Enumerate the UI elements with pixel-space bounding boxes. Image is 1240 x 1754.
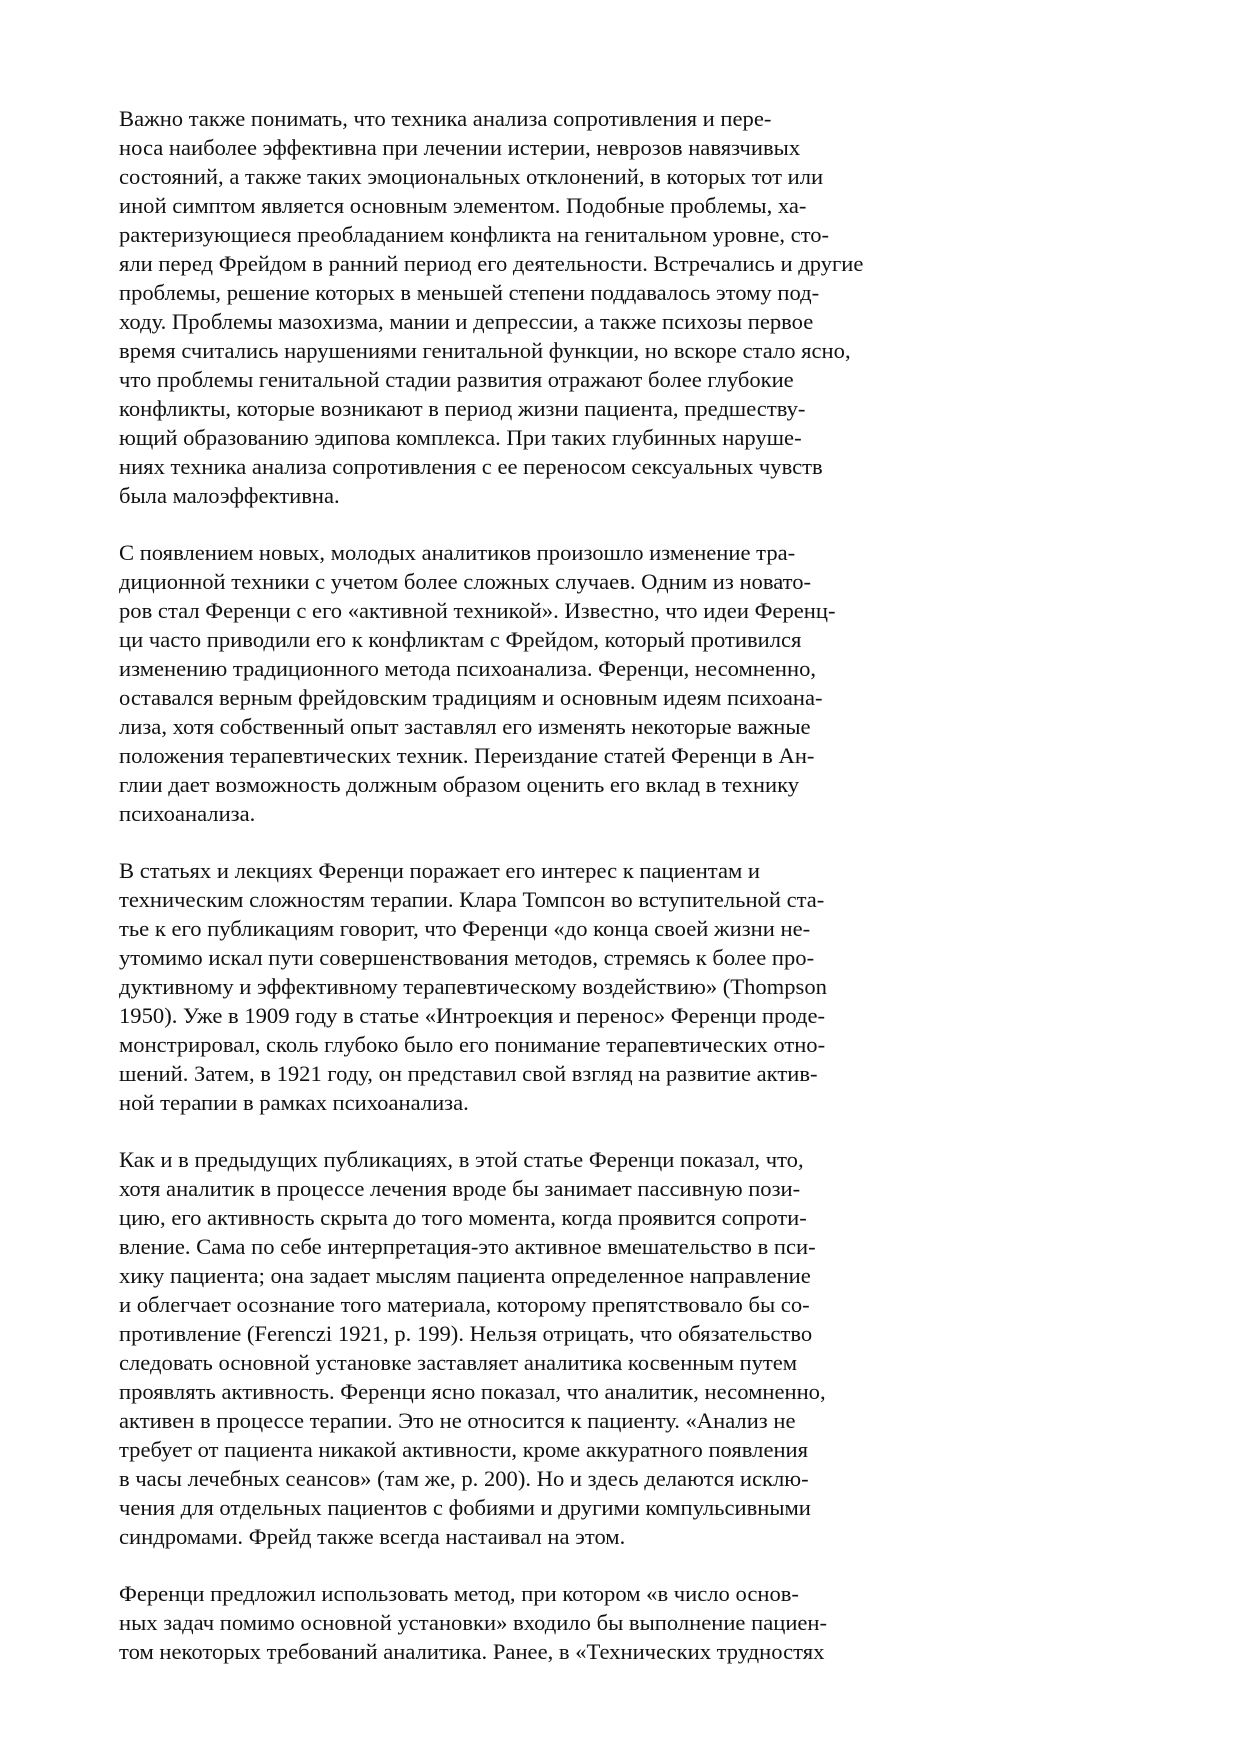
text-line: глии дает возможность должным образом оценить его вклад в технику [119,772,800,797]
text-line: носа наиболее эффективна при лечении истерии, неврозов навязчивых [119,135,801,160]
text-line: психоанализа. [119,801,256,826]
text-line: в часы лечебных сеансов» (там же, р. 200). Но и здесь делаются исклю- [119,1466,809,1491]
text-line: утомимо искал пути совершенствования методов, стремясь к более про- [119,945,815,970]
text-line: синдромами. Фрейд также всегда настаивал на этом. [119,1524,626,1549]
text-line: состояний, а также таких эмоциональных отклонений, в которых тот или [119,164,824,189]
text-line: дуктивному и эффективному терапевтическому воздействию» (Thompson [119,974,827,999]
text-line: тье к его публикациям говорит, что Ференци «до конца своей жизни не- [119,916,811,941]
text-line: иной симптом является основным элементом. Подобные проблемы, ха- [119,193,807,218]
text-column [119,104,959,1694]
paragraph-2 [119,538,959,828]
text-line: ходу. Проблемы мазохизма, мании и депрессии, а также психозы первое [119,309,814,334]
text-line: яли перед Фрейдом в ранний период его деятельности. Встречались и другие [119,251,864,276]
text-line: проблемы, решение которых в меньшей степени поддавалось этому под- [119,280,820,305]
text-line: проявлять активность. Ференци ясно показал, что аналитик, несомненно, [119,1379,826,1404]
text-line: шений. Затем, в 1921 году, он представил свой взгляд на развитие актив- [119,1061,818,1086]
text-line: рактеризующиеся преобладанием конфликта на генитальном уровне, сто- [119,222,830,247]
text-line: была малоэффективна. [119,483,340,508]
text-line: вление. Сама по себе интерпретация-это активное вмешательство в пси- [119,1234,816,1259]
paragraph-3 [119,856,959,1117]
text-line: ци часто приводили его к конфликтам с Фрейдом, который противился [119,627,802,652]
text-line: монстрировал, сколь глубоко было его понимание терапевтических отно- [119,1032,826,1057]
text-line: ной терапии в рамках психоанализа. [119,1090,469,1115]
text-line: С появлением новых, молодых аналитиков произошло изменение тра- [119,540,796,565]
text-line: цию, его активность скрыта до того момента, когда проявится сопроти- [119,1205,807,1230]
text-line: противление (Ferenczi 1921, p. 199). Нельзя отрицать, что обязательство [119,1321,813,1346]
text-line: что проблемы генитальной стадии развития отражают более глубокие [119,367,794,392]
text-line: оставался верным фрейдовским традициям и основным идеям психоана- [119,685,823,710]
text-line: изменению традиционного метода психоанализа. Ференци, несомненно, [119,656,817,681]
text-line: время считались нарушениями генитальной функции, но вскоре стало ясно, [119,338,851,363]
text-line: ных задач помимо основной установки» входило бы выполнение пациен- [119,1610,828,1635]
text-line: активен в процессе терапии. Это не относится к пациенту. «Анализ не [119,1408,796,1433]
text-line: Ференци предложил использовать метод, при котором «в число основ- [119,1581,799,1606]
text-line: Как и в предыдущих публикациях, в этой статье Ференци показал, что, [119,1147,804,1172]
paragraph-4 [119,1145,959,1551]
paragraph-5 [119,1579,959,1666]
paragraph-1 [119,104,959,510]
text-line: диционной техники с учетом более сложных случаев. Одним из новато- [119,569,812,594]
text-line: хику пациента; она задает мыслям пациента определенное направление [119,1263,811,1288]
text-line: требует от пациента никакой активности, кроме аккуратного появления [119,1437,809,1462]
text-line: следовать основной установке заставляет аналитика косвенным путем [119,1350,798,1375]
text-line: ров стал Ференци с его «активной техникой». Известно, что идеи Ференц- [119,598,836,623]
text-line: положения терапевтических техник. Переиздание статей Ференци в Ан- [119,743,815,768]
text-line: лиза, хотя собственный опыт заставлял его изменять некоторые важные [119,714,811,739]
text-line: хотя аналитик в процессе лечения вроде бы занимает пассивную пози- [119,1176,801,1201]
text-line: и облегчает осознание того материала, которому препятствовало бы со- [119,1292,810,1317]
text-line: том некоторых требований аналитика. Ранее, в «Технических трудностях [119,1639,825,1664]
text-line: конфликты, которые возникают в период жизни пациента, предшеству- [119,396,806,421]
text-line: В статьях и лекциях Ференци поражает его интерес к пациентам и [119,858,761,883]
text-line: ниях техника анализа сопротивления с ее переносом сексуальных чувств [119,454,823,479]
text-line: техническим сложностям терапии. Клара Томпсон во вступительной ста- [119,887,825,912]
text-line: ющий образованию эдипова комплекса. При таких глубинных наруше- [119,425,802,450]
text-line: 1950). Уже в 1909 году в статье «Интроекция и перенос» Ференци проде- [119,1003,826,1028]
text-line: чения для отдельных пациентов с фобиями и другими компульсивными [119,1495,811,1520]
text-line: Важно также понимать, что техника анализа сопротивления и пере- [119,106,772,131]
